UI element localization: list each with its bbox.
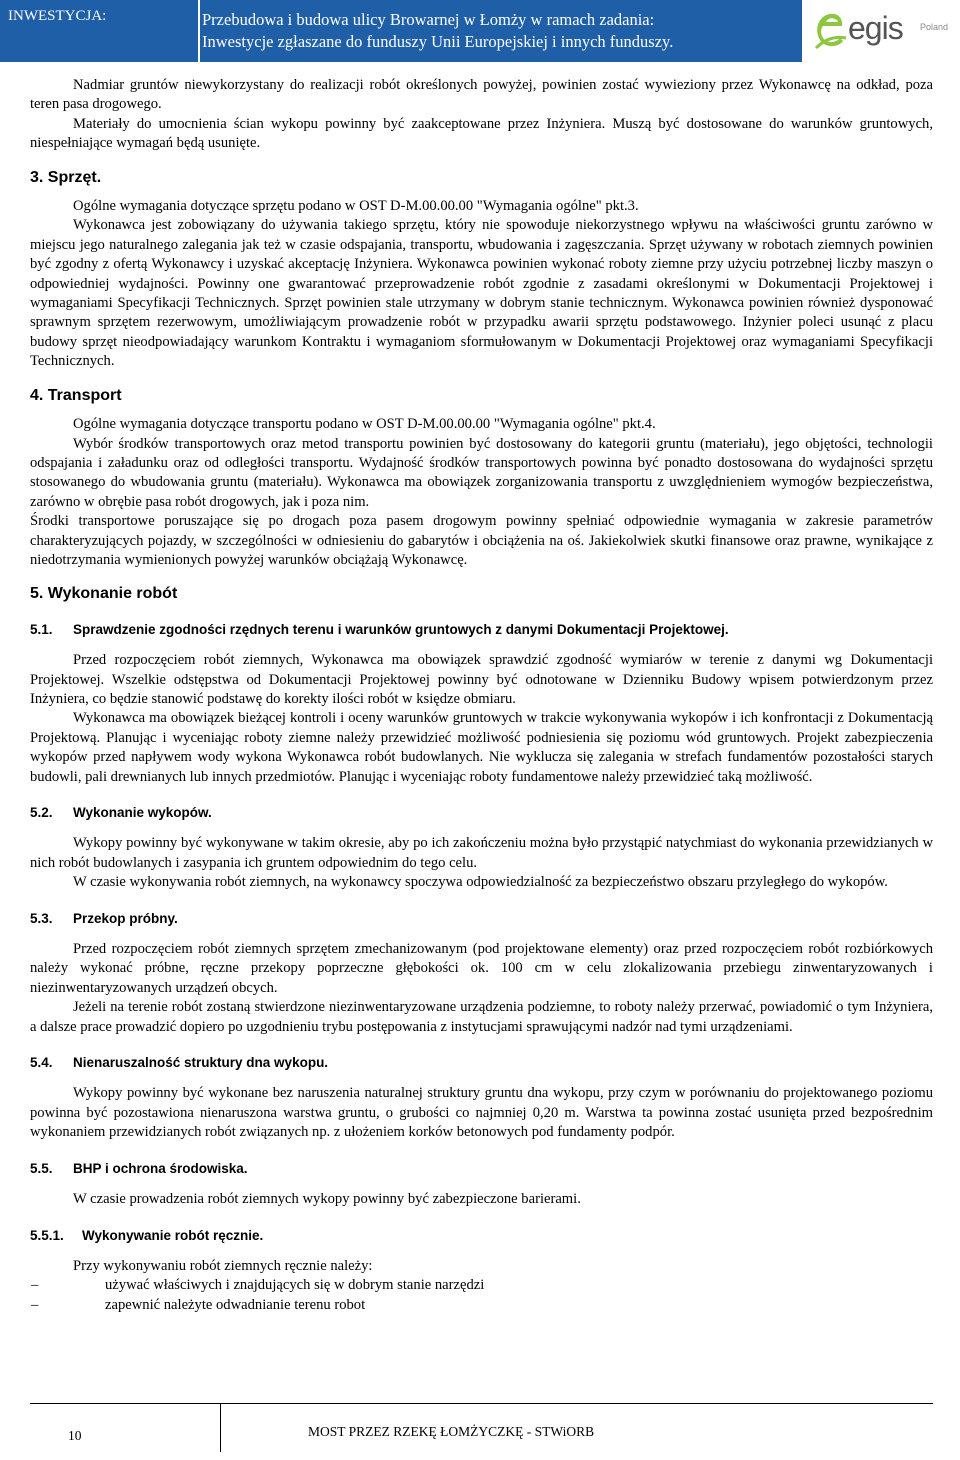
- paragraph: Wykonawca jest zobowiązany do używania takiego sprzętu, który nie spowoduje niekorzystnego wpływu na właściwości gruntu zarówno w miejscu jego naturalnego zalegania jak też w czasie odspajania, transportu, wbudowania i zagęszczania. Sprzęt używany w robotach ziemnych powinien być zgodny z ofertą Wykonawcy i uzyskać akceptację Inżyniera. Wykonawca powinien wykonać roboty ziemne przy użyciu potrzebnej liczby maszyn o odpowiedniej wydajności. Powinny one gwarantować przeprowadzenie robót zgodnie z zasadami określonymi w Dokumentacji Projektowej i wymaganiami Specyfikacji Technicznych. Sprzęt powinien stale utrzymany w dobrym stanie technicznym. Wykonawca powinien również dysponować sprawnym sprzętem rezerwowym, umożliwiającym prowadzenie robót w przypadku awarii sprzętu podstawowego. Inżynier poleci usunąć z placu budowy sprzęt nieodpowiadający warunkom Kontraktu i wymaganiom sformułowanym w Dokumentacji Projektowej oraz wymaganiami Specyfikacji Technicznych.: [30, 217, 933, 370]
- footer-separator: [220, 1404, 221, 1452]
- subsection-heading-5-2: [30, 803, 933, 822]
- paragraph: Przed rozpoczęciem robót ziemnych sprzętem zmechanizowanym (pod projektowane elementy) oraz przed rozpoczęciem robót rozbiórkowych należy wykonać próbne, ręczne przekopy poprzeczne głębokości ok. 100 cm w celu zlokalizowania przebiegu zinwentaryzowanych i niezinwentaryzowanych urządzeń obcych.: [30, 941, 933, 996]
- paragraph: Nadmiar gruntów niewykorzystany do realizacji robót określonych powyżej, powinien zostać wywieziony przez Wykonawcę na odkład, poza teren pasa drogowego.: [30, 77, 933, 113]
- list-item: [30, 1276, 933, 1295]
- egis-logo: [802, 0, 960, 62]
- paragraph: W czasie wykonywania robót ziemnych, na wykonawcy spoczywa odpowiedzialność za bezpieczeństwo obszaru przyległego do wykopów.: [73, 874, 888, 891]
- paragraph: Przed rozpoczęciem robót ziemnych, Wykonawca ma obowiązek sprawdzić zgodność wymiarów w terenie z danymi wg Dokumentacji Projektowej. Wszelkie odstępstwa od Dokumentacji Projektowej powinny być odnotowane w Dzienniku Budowy wpisem potwierdzonym przez Inżyniera, co będzie stanowić podstawę do korekty ilości robót w księdze obmiaru.: [30, 652, 933, 707]
- subsection-title: BHP i ochrona środowiska.: [73, 1160, 248, 1176]
- subsection-title: Nienaruszalność struktury dna wykopu.: [73, 1055, 329, 1071]
- footer-title: MOST PRZEZ RZEKĘ ŁOMŻYCZKĘ - STWiORB: [308, 1424, 595, 1439]
- subsection-heading-5-4: [30, 1053, 933, 1072]
- subsection-number: 5.5.: [30, 1160, 53, 1176]
- paragraph: Jeżeli na terenie robót zostaną stwierdzone niezinwentaryzowane urządzenia podziemne, to roboty należy przerwać, powiadomić o tym Inżyniera, a dalsze prace prowadzić dopiero po uzgodnieniu trybu postępowania z instytucjami sprawującymi nadzór nad tymi urządzeniami.: [30, 999, 933, 1035]
- subsection-number: 5.3.: [30, 910, 53, 926]
- subsection-title: Sprawdzenie zgodności rzędnych terenu i warunków gruntowych z danymi Dokumentacji Projektowej.: [73, 621, 729, 637]
- logo-country: Poland: [920, 22, 949, 32]
- subsection-title: Wykonywanie robót ręcznie.: [82, 1227, 264, 1243]
- subsection-title: Przekop próbny.: [73, 910, 178, 926]
- paragraph: Wybór środków transportowych oraz metod transportu powinien być dostosowany do kategorii gruntu (materiału), jego objętości, technologii odspajania i załadunku oraz od odległości transportu. Wydajność środków transportowych powinna być ponadto dostosowana do wydajności sprzętu stosowanego do wbudowania gruntu (materiału). Wykonawca ma obowiązek zorganizowania transportu z uwzględnieniem wymogów bezpieczeństwa, zarówno w obrębie pasa robót drogowych, jak i poza nim.: [30, 435, 933, 510]
- paragraph: Przy wykonywaniu robót ziemnych ręcznie należy:: [73, 1257, 373, 1274]
- subsection-number: 5.2.: [30, 805, 53, 820]
- subsection-heading-5-5: [30, 1159, 933, 1178]
- subsection-title: Wykonanie wykopów.: [73, 805, 212, 820]
- subsection-heading-5-5-1: [30, 1226, 933, 1245]
- list-item: [30, 1296, 933, 1315]
- investment-title-line2: Inwestycje zgłaszane do funduszy Unii Europejskiej i innych funduszy.: [202, 32, 674, 51]
- document-body: [30, 76, 933, 1315]
- paragraph: Wykopy powinny być wykonane bez naruszenia naturalnej struktury gruntu dna wykopu, przy czym w porównaniu do projektowanego poziomu powinna być pozostawiona nienaruszona warstwa gruntu, o grubości co najmniej 0,20 m. Warstwa ta powinna zostać usunięta przed bezpośrednim wykonaniem przewidzianych robót związanych np. z ułożeniem korków betonowych pod fundamenty podpór.: [30, 1085, 933, 1141]
- investment-label: INWESTYCJA:: [8, 8, 107, 24]
- subsection-number: 5.5.1.: [30, 1227, 64, 1243]
- section-heading-3: 3. Sprzęt.: [30, 168, 102, 186]
- logo-wordmark: egis: [848, 10, 903, 46]
- list-item-text: używać właściwych i znajdujących się w dobrym stanie narzędzi: [105, 1277, 485, 1294]
- paragraph: W czasie prowadzenia robót ziemnych wykopy powinny być zabezpieczone barierami.: [73, 1191, 581, 1208]
- paragraph: Materiały do umocnienia ścian wykopu powinny być zaakceptowane przez Inżyniera. Muszą być dostosowane do warunków gruntowych, niespełniające wymagań będą usunięte.: [30, 115, 933, 152]
- paragraph: Środki transportowe poruszające się po drogach poza pasem drogowym powinny spełniać odpowiednie wymagania w zakresie parametrów charakteryzujących pojazdy, w szczególności w odniesieniu do gabarytów i obciążenia na oś. Jakiekolwiek skutki finansowe oraz prawne, wynikające z niedotrzymania wymienionych powyżej warunków obciążają Wykonawcę.: [30, 513, 933, 568]
- subsection-heading-5-1: [30, 620, 933, 639]
- paragraph: Ogólne wymagania dotyczące sprzętu podano w OST D-M.00.00.00 "Wymagania ogólne" pkt.3.: [73, 198, 639, 215]
- section-heading-4: 4. Transport: [30, 386, 122, 404]
- subsection-number: 5.1.: [30, 621, 53, 637]
- investment-label-box: [0, 0, 198, 62]
- investment-title-box: [198, 0, 802, 62]
- subsection-heading-5-3: [30, 909, 933, 928]
- page-footer: [30, 1404, 933, 1454]
- list-item-text: zapewnić należyte odwadnianie terenu robot: [105, 1296, 366, 1313]
- list-dash: –: [31, 1296, 39, 1313]
- subsection-number: 5.4.: [30, 1055, 53, 1071]
- egis-leaf-icon: [812, 8, 848, 52]
- investment-title-line1: Przebudowa i budowa ulicy Browarnej w Łomży w ramach zadania:: [202, 10, 655, 29]
- list-dash: –: [31, 1277, 39, 1294]
- page-header: [0, 0, 960, 62]
- section-heading-5: 5. Wykonanie robót: [30, 585, 178, 603]
- paragraph: Wykonawca ma obowiązek bieżącej kontroli i oceny warunków gruntowych w trakcie wykonywania wykopów i ich konfrontacji z Dokumentacją Projektową. Planując i wyceniając roboty ziemne należy przewidzieć możliwość podniesienia się poziomu wód gruntowych. Projekt zabezpieczenia wykopów przed napływem wody wykona Wykonawca robót budowlanych. Nie wyklucza się zalegania w strefach fundamentów pozostałości starych budowli, pali drewnianych lub innych przedmiotów. Planując i wyceniając roboty fundamentowe należy przewidzieć taką możliwość.: [30, 710, 933, 785]
- paragraph: Wykopy powinny być wykonywane w takim okresie, aby po ich zakończeniu można było przystąpić natychmiast do wykonania przewidzianych w nich robót budowlanych i zasypania ich gruntem odpowiednim do tego celu.: [30, 835, 933, 871]
- paragraph: Ogólne wymagania dotyczące transportu podano w OST D-M.00.00.00 "Wymagania ogólne" pkt.4.: [73, 416, 656, 433]
- page-number: 10: [68, 1428, 82, 1443]
